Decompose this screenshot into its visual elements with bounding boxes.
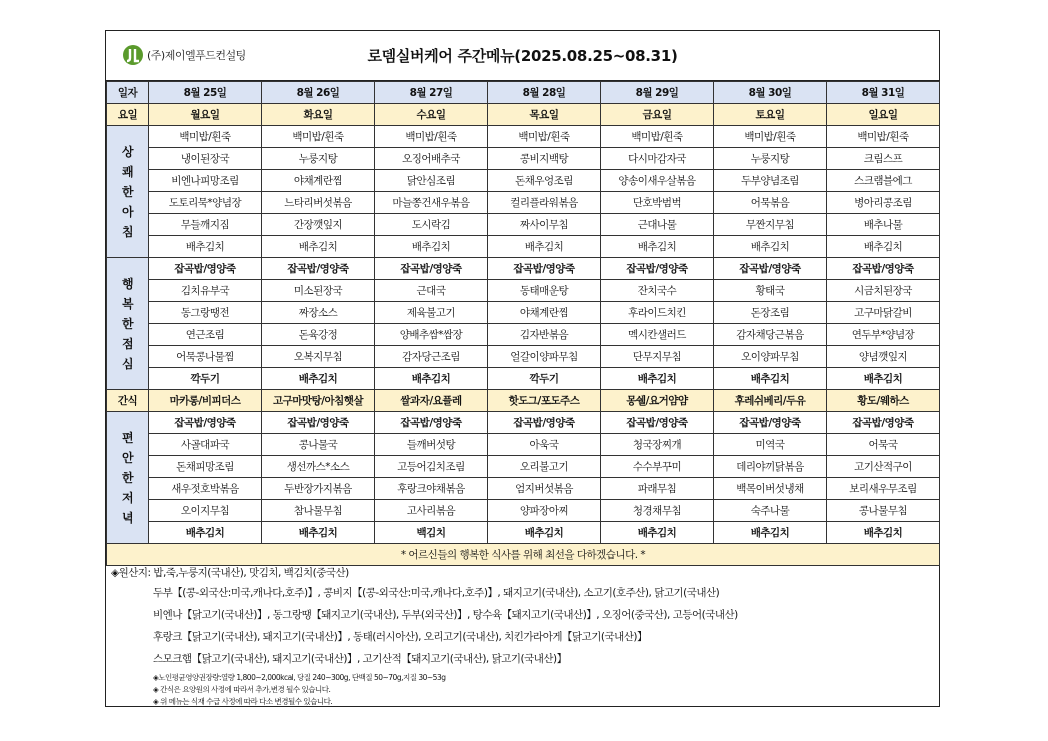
- menu-item: 고기산적구이: [827, 456, 940, 478]
- menu-item: 배추나물: [827, 214, 940, 236]
- date-cell: 8월 30일: [714, 82, 827, 104]
- menu-item: 잡곡밥/영양죽: [375, 412, 488, 434]
- menu-item: 잡곡밥/영양죽: [488, 412, 601, 434]
- menu-item: 잡곡밥/영양죽: [601, 258, 714, 280]
- menu-item: 비엔나피망조림: [149, 170, 262, 192]
- menu-item: 잡곡밥/영양죽: [488, 258, 601, 280]
- menu-item: 양념깻잎지: [827, 346, 940, 368]
- menu-item: 도시락김: [375, 214, 488, 236]
- menu-item: 단호박범벅: [601, 192, 714, 214]
- table-row: [107, 434, 940, 456]
- menu-item: 연근조림: [149, 324, 262, 346]
- snack-item: 고구마맛탕/아침햇살: [262, 390, 375, 412]
- menu-item: 잡곡밥/영양죽: [827, 412, 940, 434]
- date-cell: 8월 31일: [827, 82, 940, 104]
- menu-item: 들깨버섯탕: [375, 434, 488, 456]
- menu-item: 배추김치: [827, 368, 940, 390]
- menu-item: 단무지무침: [601, 346, 714, 368]
- menu-item: 배추김치: [827, 522, 940, 544]
- menu-item: 돈육강정: [262, 324, 375, 346]
- meal-label-char: 한: [121, 316, 134, 331]
- menu-item: 짜장소스: [262, 302, 375, 324]
- menu-item: 깍두기: [149, 368, 262, 390]
- menu-item: 다시마감자국: [601, 148, 714, 170]
- table-row: [107, 126, 940, 148]
- menu-item: 어묵볶음: [714, 192, 827, 214]
- menu-item: 두부양념조림: [714, 170, 827, 192]
- nutrition-note: ◈노인평균영양권장량:열량 1,800~2,000kcal, 당질 240~300g, 단백질 50~70g,지질 30~53g: [153, 673, 446, 682]
- menu-item: 백미밥/흰죽: [601, 126, 714, 148]
- menu-item: 김자반볶음: [488, 324, 601, 346]
- menu-item: 엄지버섯볶음: [488, 478, 601, 500]
- menu-item: 돈장조림: [714, 302, 827, 324]
- menu-item: 오복지무침: [262, 346, 375, 368]
- table-row: [107, 324, 940, 346]
- menu-item: 동그랑땡전: [149, 302, 262, 324]
- menu-item: 사골대파국: [149, 434, 262, 456]
- menu-item: 양송이새우살볶음: [601, 170, 714, 192]
- day-cell: 월요일: [149, 104, 262, 126]
- origin-line: 스모크햄【닭고기(국내산), 돼지고기(국내산)】, 고기산적【돼지고기(국내산), 닭고기(국내산)】: [153, 653, 567, 665]
- day-cell: 목요일: [488, 104, 601, 126]
- menu-item: 새우젓호박볶음: [149, 478, 262, 500]
- menu-item: 잡곡밥/영양죽: [149, 258, 262, 280]
- origin-head: ◈원산지: 밥,죽,누룽지(국내산), 맛김치, 백김치(중국산): [111, 567, 349, 579]
- menu-item: 배추김치: [262, 236, 375, 258]
- menu-item: 백목이버섯냉채: [714, 478, 827, 500]
- table-row: [107, 148, 940, 170]
- menu-item: 숙주나물: [714, 500, 827, 522]
- menu-item: 미소된장국: [262, 280, 375, 302]
- table-row: [107, 82, 940, 104]
- menu-item: 백미밥/흰죽: [262, 126, 375, 148]
- menu-item: 잡곡밥/영양죽: [714, 258, 827, 280]
- dinner-label: [107, 412, 149, 544]
- menu-item: 배추김치: [827, 236, 940, 258]
- menu-item: 참나물무침: [262, 500, 375, 522]
- menu-item: 돈채우엉조림: [488, 170, 601, 192]
- date-cell: 8월 29일: [601, 82, 714, 104]
- menu-item: 연두부*양념장: [827, 324, 940, 346]
- menu-item: 백미밥/흰죽: [827, 126, 940, 148]
- menu-item: 배추김치: [149, 236, 262, 258]
- menu-item: 배추김치: [488, 522, 601, 544]
- table-row: [107, 258, 940, 280]
- menu-item: 배추김치: [488, 236, 601, 258]
- snack-item: 황도/웨하스: [827, 390, 940, 412]
- table-row: [107, 412, 940, 434]
- table-row: [107, 368, 940, 390]
- meal-label-char: 저: [121, 490, 134, 505]
- meal-label-char: 녁: [121, 510, 134, 525]
- day-cell: 수요일: [375, 104, 488, 126]
- menu-item: 배추김치: [149, 522, 262, 544]
- meal-label-char: 심: [121, 356, 134, 371]
- snack-item: 마카롱/비피더스: [149, 390, 262, 412]
- meal-label-char: 한: [121, 184, 134, 199]
- menu-item: 백미밥/흰죽: [149, 126, 262, 148]
- table-row: [107, 544, 940, 566]
- date-cell: 8월 26일: [262, 82, 375, 104]
- menu-item: 배추김치: [375, 368, 488, 390]
- meal-label-char: 점: [121, 336, 134, 351]
- menu-item: 멕시칸샐러드: [601, 324, 714, 346]
- menu-item: 생선까스*소스: [262, 456, 375, 478]
- menu-item: 고사리볶음: [375, 500, 488, 522]
- snack-label: 간식: [107, 390, 149, 412]
- menu-item: 병아리콩조림: [827, 192, 940, 214]
- menu-item: 근대국: [375, 280, 488, 302]
- menu-item: 제육불고기: [375, 302, 488, 324]
- menu-item: 파래무침: [601, 478, 714, 500]
- menu-item: 백미밥/흰죽: [375, 126, 488, 148]
- menu-item: 야채계란찜: [262, 170, 375, 192]
- menu-item: 감자채당근볶음: [714, 324, 827, 346]
- menu-item: 배추김치: [714, 236, 827, 258]
- table-row: [107, 346, 940, 368]
- meal-label-char: 한: [121, 470, 134, 485]
- snack-item: 핫도그/포도주스: [488, 390, 601, 412]
- menu-item: 도토리묵*양념장: [149, 192, 262, 214]
- snack-item: 후레쉬베리/두유: [714, 390, 827, 412]
- menu-item: 배추김치: [601, 368, 714, 390]
- menu-item: 오리불고기: [488, 456, 601, 478]
- menu-item: 컬리플라워볶음: [488, 192, 601, 214]
- table-row: [107, 236, 940, 258]
- menu-item: 고구마닭갈비: [827, 302, 940, 324]
- menu-item: 간장깻잎지: [262, 214, 375, 236]
- page-title: 로뎀실버케어 주간메뉴(2025.08.25~08.31): [367, 47, 678, 65]
- menu-item: 백김치: [375, 522, 488, 544]
- menu-item: 데리야끼닭볶음: [714, 456, 827, 478]
- table-row: [107, 390, 940, 412]
- menu-item: 백미밥/흰죽: [714, 126, 827, 148]
- menu-item: 잡곡밥/영양죽: [601, 412, 714, 434]
- menu-item: 깍두기: [488, 368, 601, 390]
- meal-label-char: 복: [121, 296, 134, 311]
- table-row: [107, 192, 940, 214]
- menu-item: 야채계란찜: [488, 302, 601, 324]
- menu-item: 오이지무침: [149, 500, 262, 522]
- menu-item: 고등어김치조림: [375, 456, 488, 478]
- table-row: [107, 170, 940, 192]
- title-bar: [106, 31, 939, 81]
- day-label: 요일: [107, 104, 149, 126]
- notice-text: * 어르신들의 행복한 식사를 위해 최선을 다하겠습니다. *: [107, 544, 940, 566]
- menu-item: 어묵국: [827, 434, 940, 456]
- menu-item: 배추김치: [375, 236, 488, 258]
- menu-item: 잡곡밥/영양죽: [262, 258, 375, 280]
- menu-item: 얼갈이양파무침: [488, 346, 601, 368]
- date-cell: 8월 27일: [375, 82, 488, 104]
- menu-item: 배추김치: [714, 522, 827, 544]
- menu-item: 돈채피망조림: [149, 456, 262, 478]
- menu-item: 콩나물국: [262, 434, 375, 456]
- menu-item: 근대나물: [601, 214, 714, 236]
- menu-item: 잡곡밥/영양죽: [714, 412, 827, 434]
- menu-item: 김치유부국: [149, 280, 262, 302]
- menu-item: 어묵콩나물찜: [149, 346, 262, 368]
- table-row: [107, 302, 940, 324]
- menu-item: 배추김치: [714, 368, 827, 390]
- menu-item: 잡곡밥/영양죽: [827, 258, 940, 280]
- menu-item: 양배추쌈*쌈장: [375, 324, 488, 346]
- day-cell: 토요일: [714, 104, 827, 126]
- menu-item: 오징어배추국: [375, 148, 488, 170]
- table-row: [107, 456, 940, 478]
- menu-item: 청국장찌개: [601, 434, 714, 456]
- snack-item: 몽쉘/요거얌얌: [601, 390, 714, 412]
- menu-item: 마늘쫑건새우볶음: [375, 192, 488, 214]
- menu-item: 배추김치: [262, 522, 375, 544]
- table-row: [107, 500, 940, 522]
- menu-item: 후라이드치킨: [601, 302, 714, 324]
- meal-label-char: 안: [121, 450, 134, 465]
- menu-item: 감자당근조림: [375, 346, 488, 368]
- menu-item: 잡곡밥/영양죽: [149, 412, 262, 434]
- origin-line: 후랑크【닭고기(국내산), 돼지고기(국내산)】, 동태(러시아산), 오리고기(국내산), 치킨가라아게【닭고기(국내산)】: [153, 631, 648, 643]
- menu-item: 보리새우무조림: [827, 478, 940, 500]
- menu-item: 누룽지탕: [714, 148, 827, 170]
- menu-item: 배추김치: [601, 522, 714, 544]
- breakfast-label: [107, 126, 149, 258]
- menu-item: 누룽지탕: [262, 148, 375, 170]
- menu-item: 잡곡밥/영양죽: [262, 412, 375, 434]
- menu-item: 잔치국수: [601, 280, 714, 302]
- menu-item: 수수부꾸미: [601, 456, 714, 478]
- menu-item: 느타리버섯볶음: [262, 192, 375, 214]
- menu-item: 아욱국: [488, 434, 601, 456]
- menu-item: 후랑크야채볶음: [375, 478, 488, 500]
- meal-label-char: 침: [121, 224, 134, 239]
- menu-item: 황태국: [714, 280, 827, 302]
- menu-sheet: [105, 30, 940, 707]
- lunch-label: [107, 258, 149, 390]
- meal-label-char: 편: [121, 430, 134, 445]
- menu-item: 콩나물무침: [827, 500, 940, 522]
- menu-item: 짜사이무침: [488, 214, 601, 236]
- table-row: [107, 478, 940, 500]
- origin-line: 두부【(콩-외국산:미국,캐나다,호주)】, 콩비지【(콩-외국산:미국,캐나다,호주)】, 돼지고기(국내산), 소고기(호주산), 닭고기(국내산): [153, 587, 720, 599]
- menu-item: 무들깨지짐: [149, 214, 262, 236]
- menu-item: 콩비지백탕: [488, 148, 601, 170]
- day-cell: 일요일: [827, 104, 940, 126]
- menu-item: 양파장아찌: [488, 500, 601, 522]
- menu-item: 잡곡밥/영양죽: [375, 258, 488, 280]
- meal-label-char: 아: [121, 204, 134, 219]
- menu-item: 두반장가지볶음: [262, 478, 375, 500]
- weekly-menu-table: [106, 81, 940, 566]
- day-cell: 화요일: [262, 104, 375, 126]
- menu-item: 오이양파무침: [714, 346, 827, 368]
- menu-item: 닭안심조림: [375, 170, 488, 192]
- date-cell: 8월 28일: [488, 82, 601, 104]
- menu-item: 백미밥/흰죽: [488, 126, 601, 148]
- meal-label-char: 쾌: [121, 164, 134, 179]
- table-row: [107, 522, 940, 544]
- table-row: [107, 214, 940, 236]
- meal-label-char: 행: [121, 276, 134, 291]
- menu-item: 무짠지무침: [714, 214, 827, 236]
- menu-item: 스크램블에그: [827, 170, 940, 192]
- menu-item: 청경채무침: [601, 500, 714, 522]
- snack-note: ◈ 간식은 요양원의 사정에 따라서 추가,변경 될수 있습니다.: [153, 685, 331, 694]
- menu-item: 배추김치: [601, 236, 714, 258]
- snack-item: 쌀과자/요플레: [375, 390, 488, 412]
- menu-item: 미역국: [714, 434, 827, 456]
- company-name: (주)제이엘푸드컨설팅: [147, 49, 246, 62]
- meal-label-char: 상: [121, 144, 134, 159]
- menu-item: 시금치된장국: [827, 280, 940, 302]
- table-row: [107, 104, 940, 126]
- date-cell: 8월 25일: [149, 82, 262, 104]
- menu-item: 냉이된장국: [149, 148, 262, 170]
- day-cell: 금요일: [601, 104, 714, 126]
- origin-line: 비엔나【닭고기(국내산)】, 동그랑땡【돼지고기(국내산), 두부(외국산)】, 탕수육【돼지고기(국내산)】, 오징어(중국산), 고등어(국내산): [153, 609, 738, 621]
- table-row: [107, 280, 940, 302]
- menu-item: 배추김치: [262, 368, 375, 390]
- date-label: 일자: [107, 82, 149, 104]
- menu-item: 크림스프: [827, 148, 940, 170]
- menu-change-note: ◈ 위 메뉴는 식재 수급 사정에 따라 다소 변경될수 있습니다.: [153, 697, 333, 706]
- menu-item: 동태매운탕: [488, 280, 601, 302]
